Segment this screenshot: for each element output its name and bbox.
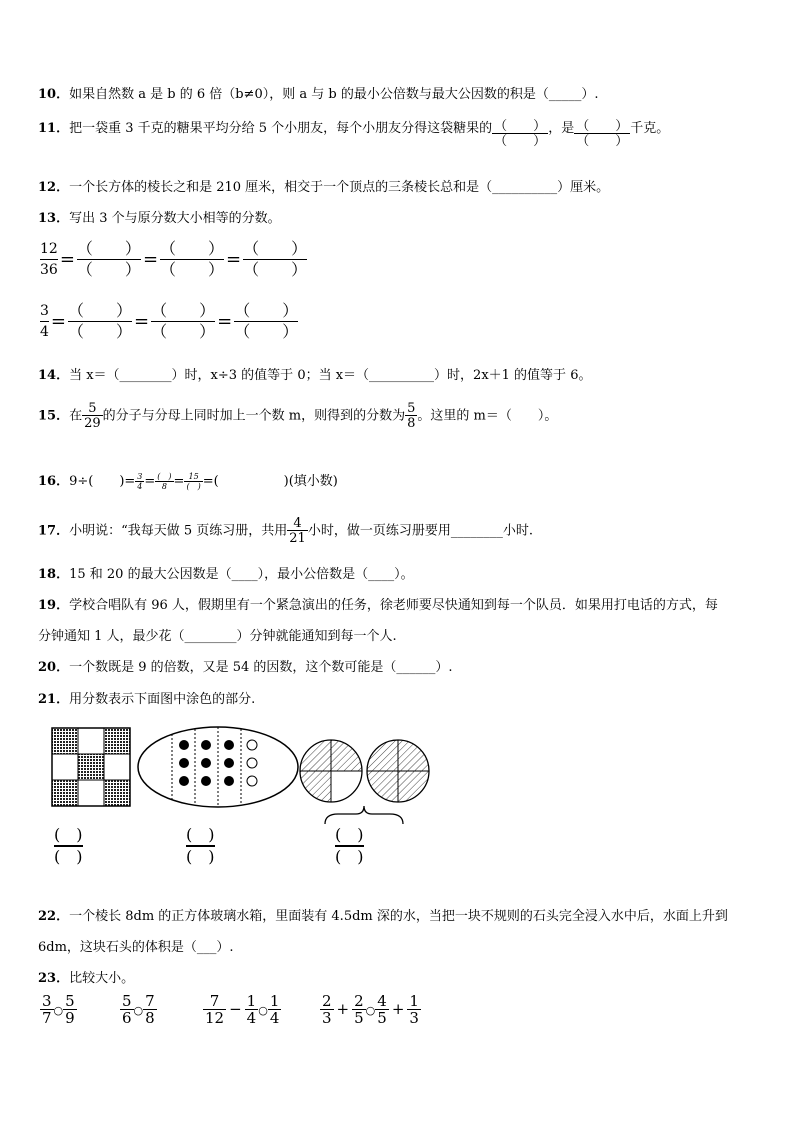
ellipse-dots-figure xyxy=(138,727,298,807)
question-15: 15．在 $\frac{5}{29}$ 的分子与分母上同时加上一个数 m，则得到的分数为 $\frac{5}{8}$ 。这里的 m＝（ ）。 xyxy=(38,401,558,431)
question-text: 一个长方体的棱长之和是 210 厘米，相交于一个顶点的三条棱长总和是（__________）厘米。 xyxy=(69,180,610,195)
question-number: 23． xyxy=(38,971,70,986)
question-number: 18． xyxy=(38,567,70,582)
compare-item-2 xyxy=(120,994,157,1026)
question-text: 当 x＝（________）时，x÷3 的值等于 0；当 x＝（__________）时，2x＋1 的值等于 6。 xyxy=(69,368,592,383)
blank-fraction: （ ） （ ） xyxy=(160,239,225,279)
question-10 xyxy=(38,83,598,102)
question-number: 16． xyxy=(38,474,70,489)
question-number: 21． xyxy=(38,692,70,707)
question-number: 22． xyxy=(38,909,70,924)
question-13 xyxy=(38,207,281,226)
fraction: $\frac{3}{4}$ xyxy=(137,471,143,491)
question-22 xyxy=(38,905,728,924)
question-number: 15． xyxy=(38,408,70,424)
question-16: 16．9÷( )= $\frac{3}{4}$ = $\frac{( )}{8}$ = $\frac{15}{( )}$ =( )(填小数) xyxy=(38,471,338,491)
fraction: $\frac{1}{4}$ xyxy=(269,992,280,1027)
fraction: $\frac{7}{12}$ xyxy=(205,992,225,1027)
equivalent-fractions-row-1: $\frac{12}{36}$ = （ ） （ ） = （ ） （ ） = （ ） （ ） xyxy=(40,239,308,279)
answer-fraction: $\frac{( )}{( )}$ xyxy=(576,119,629,149)
question-text: 一个数既是 9 的倍数，又是 54 的因数，这个数可能是（______）. xyxy=(69,660,453,675)
question-text: 一个棱长 8dm 的正方体玻璃水箱，里面装有 4.5dm 深的水，当把一块不规则的石头完全浸入水中后，水面上升到 xyxy=(69,909,728,924)
question-11: 11．把一袋重 3 千克的糖果平均分给 5 个小朋友，每个小朋友分得这袋糖果的 $\frac{( )}{( )}$ ，是 $\frac{( )}{( )}$ 千克。 xyxy=(38,119,670,149)
compare-circle: ○ xyxy=(258,1004,268,1017)
question-12 xyxy=(38,176,609,195)
compare-item-4: $\frac{2}{3}$ + $\frac{2}{5}$ ○ $\frac{4}{5}$ + $\frac{1}{3}$ xyxy=(322,992,419,1027)
circles-figure xyxy=(300,740,429,824)
question-number: 11． xyxy=(38,121,70,136)
question-14 xyxy=(38,364,591,383)
fraction: $\frac{2}{5}$ xyxy=(354,992,364,1027)
fraction: $\frac{5}{29}$ xyxy=(84,401,101,431)
question-text: 比较大小。 xyxy=(69,971,135,986)
answer-fraction-circles: ( ) ( ) xyxy=(335,825,364,866)
answer-fraction-square: ( ) ( ) xyxy=(54,825,83,866)
fraction: $\frac{5}{6}$ xyxy=(122,992,132,1027)
grid-square-figure xyxy=(52,728,130,806)
question-text: 15 和 20 的最大公因数是（____），最小公倍数是（____）。 xyxy=(69,567,414,582)
question-text: 写出 3 个与原分数大小相等的分数。 xyxy=(69,211,281,226)
question-number: 13． xyxy=(38,211,70,226)
blank-fraction: （ ） （ ） xyxy=(151,301,216,341)
fraction: $\frac{5}{9}$ xyxy=(65,992,75,1027)
fraction: $\frac{7}{8}$ xyxy=(145,992,155,1027)
fraction: $\frac{3}{7}$ xyxy=(42,992,52,1027)
question-19-cont: 分钟通知 1 人，最少花（________）分钟就能通知到每一个人. xyxy=(38,629,397,644)
compare-circle: ○ xyxy=(53,1004,64,1017)
blank-fraction: （ ） （ ） xyxy=(76,239,141,279)
compare-item-3: $\frac{7}{12}$ − $\frac{1}{4}$ ○ $\frac{1}{4}$ xyxy=(205,992,280,1027)
question-number: 20． xyxy=(38,660,70,675)
fraction: $\frac{4}{21}$ xyxy=(289,516,306,546)
compare-item-1 xyxy=(40,994,77,1026)
shading-figures xyxy=(48,720,448,885)
blank-fraction: （ ） （ ） xyxy=(243,239,308,279)
question-text: 如果自然数 a 是 b 的 6 倍（b≠0），则 a 与 b 的最小公倍数与最大公因数的积是（_____）. xyxy=(69,87,599,102)
question-text: 用分数表示下面图中涂色的部分. xyxy=(69,692,256,707)
question-23 xyxy=(38,967,134,986)
fraction: $\frac{1}{3}$ xyxy=(409,992,419,1027)
equivalent-fractions-row-2: $\frac{3}{4}$ = （ ） （ ） = （ ） （ ） = （ ） （ ） xyxy=(40,301,299,341)
fraction: $\frac{1}{4}$ xyxy=(246,992,257,1027)
blank-fraction: （ ） （ ） xyxy=(68,301,133,341)
question-22-cont: 6dm，这块石头的体积是（___）. xyxy=(38,940,234,955)
given-fraction: $\frac{3}{4}$ xyxy=(40,303,49,340)
brace xyxy=(325,806,403,824)
question-text: 把一袋重 3 千克的糖果平均分给 5 个小朋友，每个小朋友分得这袋糖果的 xyxy=(69,121,493,136)
given-fraction: $\frac{12}{36}$ xyxy=(40,241,58,278)
question-18 xyxy=(38,563,414,582)
question-number: 14． xyxy=(38,368,70,383)
fraction: $\frac{4}{5}$ xyxy=(377,992,387,1027)
question-20 xyxy=(38,656,453,675)
question-number: 12． xyxy=(38,180,70,195)
answer-fraction-ellipse: ( ) ( ) xyxy=(186,825,215,866)
question-number: 19． xyxy=(38,598,70,613)
compare-circle: ○ xyxy=(133,1004,144,1017)
question-21 xyxy=(38,688,255,707)
fraction: $\frac{( )}{8}$ xyxy=(157,471,172,491)
question-number: 17． xyxy=(38,523,70,539)
question-text: 学校合唱队有 96 人，假期里有一个紧急演出的任务，徐老师要尽快通知到每一个队员．如果用打电话的方式，每 xyxy=(69,598,718,613)
compare-circle: ○ xyxy=(365,1004,376,1017)
answer-fraction: $\frac{( )}{( )}$ xyxy=(494,119,547,149)
question-19 xyxy=(38,594,718,613)
question-17: 17．小明说：“我每天做 5 页练习册，共用 $\frac{4}{21}$ 小时，做一页练习册要用________小时. xyxy=(38,516,533,546)
blank-fraction: （ ） （ ） xyxy=(234,301,299,341)
fraction: $\frac{2}{3}$ xyxy=(322,992,332,1027)
fraction: $\frac{5}{8}$ xyxy=(407,401,416,431)
fraction: $\frac{15}{( )}$ xyxy=(186,471,201,491)
question-number: 10． xyxy=(38,87,70,102)
